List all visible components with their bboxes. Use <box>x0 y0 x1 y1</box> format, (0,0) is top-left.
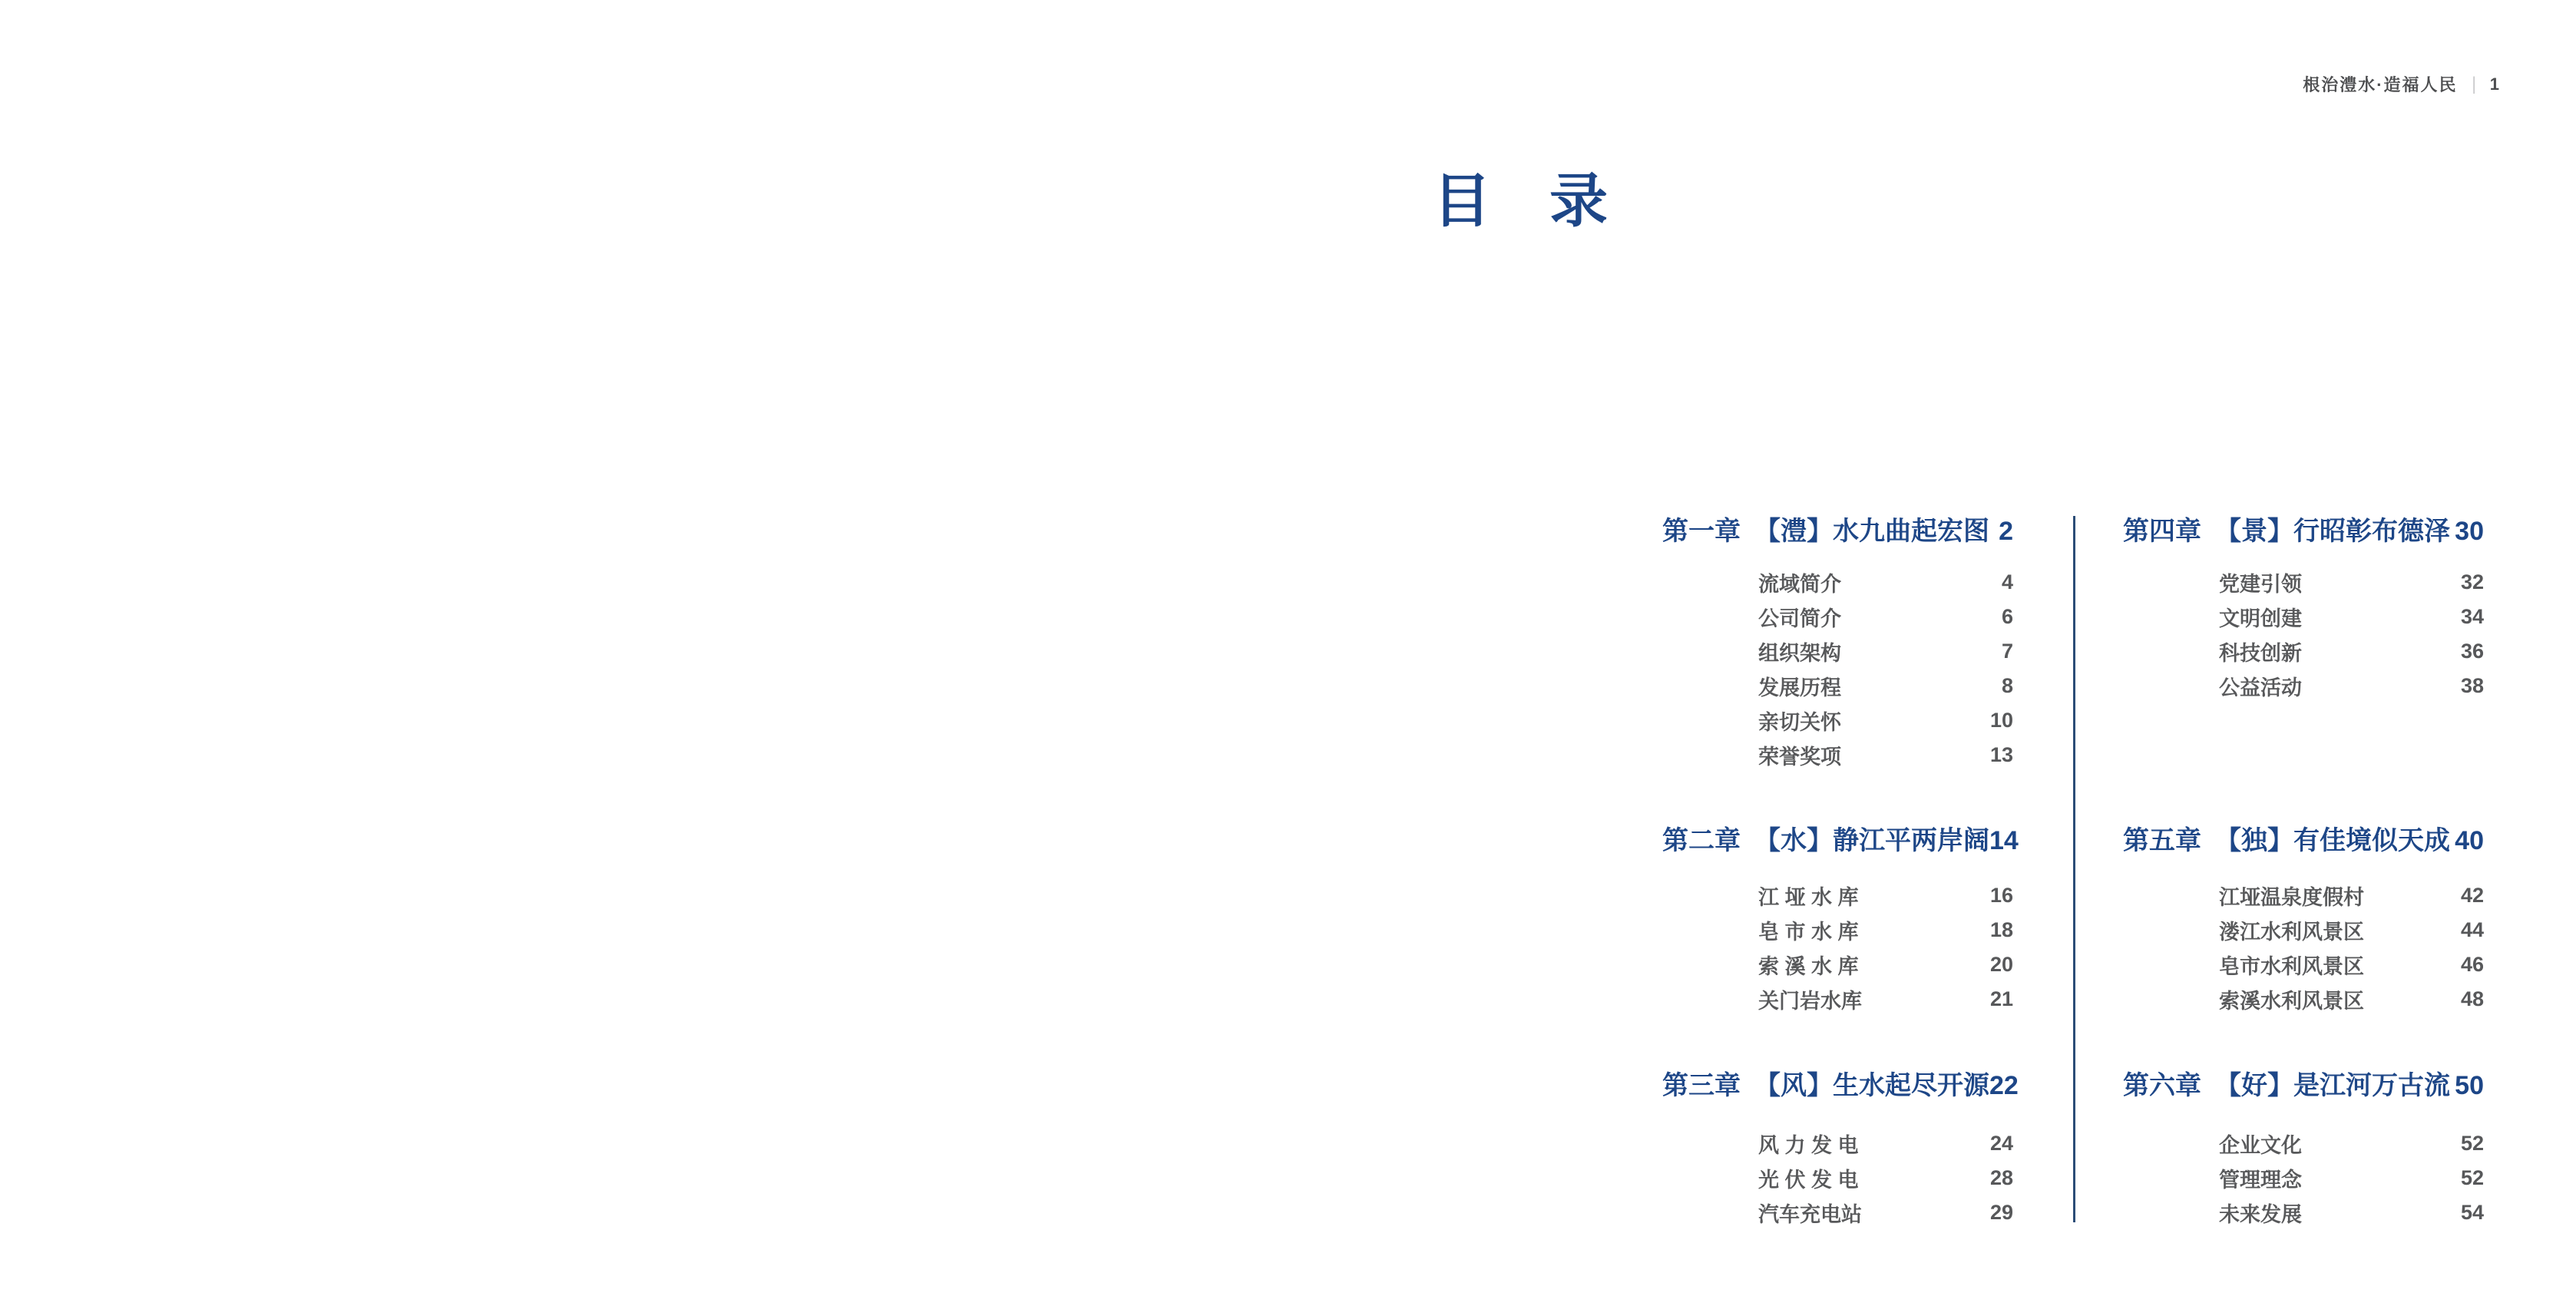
page-title: 目 录 <box>1433 169 1608 234</box>
toc-chapter <box>1662 1070 2019 1230</box>
chapter-label: 第一章 <box>1662 517 1741 546</box>
toc-item-label: 索 溪 水 库 <box>1758 955 1859 978</box>
toc-item-page-number: 42 <box>2460 884 2484 907</box>
toc-item-page-number: 52 <box>2460 1166 2484 1189</box>
toc-item-label: 江垭温泉度假村 <box>2219 886 2364 909</box>
chapter-label: 第二章 <box>1662 826 1741 855</box>
chapter-title: 【好】是江河万古流 <box>2215 1071 2450 1100</box>
toc-item-label: 皂市水利风景区 <box>2219 955 2364 978</box>
chapter-page-number: 22 <box>1989 1071 2019 1100</box>
toc-chapter <box>2123 516 2484 703</box>
toc-chapter <box>2123 825 2484 1017</box>
toc-item[interactable] <box>1662 738 2013 772</box>
toc-item[interactable] <box>2123 565 2484 600</box>
toc-item[interactable] <box>2123 913 2484 947</box>
toc-item-page-number: 16 <box>1989 884 2013 907</box>
toc-chapter <box>1662 825 2019 1017</box>
chapter-title: 【风】生水起尽开源 <box>1754 1071 1989 1100</box>
toc-item-page-number: 20 <box>1989 953 2013 976</box>
toc-item-page-number: 7 <box>2001 640 2013 663</box>
chapter-page-number: 14 <box>1989 826 2019 855</box>
chapter-page-number: 2 <box>1999 517 2013 546</box>
toc-item-page-number: 4 <box>2001 570 2013 593</box>
header-separator: | <box>2472 73 2475 94</box>
toc-item-label: 流域简介 <box>1758 573 1841 596</box>
toc-item[interactable] <box>1662 565 2013 600</box>
chapter-label: 第五章 <box>2123 826 2201 855</box>
toc-chapter-heading[interactable] <box>2123 825 2484 856</box>
chapter-page-number: 40 <box>2455 826 2484 855</box>
chapter-title: 【景】行昭彰布德泽 <box>2215 517 2450 546</box>
toc-item[interactable] <box>1662 1161 2013 1195</box>
toc-item-label: 党建引领 <box>2219 573 2302 596</box>
toc-item-label: 管理理念 <box>2219 1169 2302 1192</box>
toc-item-list <box>2123 878 2484 1017</box>
toc-item-page-number: 28 <box>1989 1166 2013 1189</box>
toc-item-list <box>1662 1126 2013 1230</box>
toc-item-label: 公益活动 <box>2219 676 2302 699</box>
toc-item-label: 科技创新 <box>2219 642 2302 665</box>
toc-item-page-number: 18 <box>1989 918 2013 941</box>
toc-item[interactable] <box>2123 982 2484 1017</box>
toc-item[interactable] <box>2123 1161 2484 1195</box>
toc-item-page-number: 48 <box>2460 987 2484 1010</box>
chapter-page-number: 30 <box>2455 517 2484 546</box>
toc-chapter-heading[interactable] <box>1662 516 2013 547</box>
toc-item[interactable] <box>1662 913 2013 947</box>
toc-chapter-heading[interactable] <box>1662 1070 2019 1101</box>
toc-item[interactable] <box>2123 1126 2484 1161</box>
toc-item-page-number: 24 <box>1989 1132 2013 1155</box>
toc-item-page-number: 44 <box>2460 918 2484 941</box>
chapter-label: 第六章 <box>2123 1071 2201 1100</box>
toc-chapter <box>1662 516 2013 772</box>
toc-item-list <box>2123 1126 2484 1230</box>
header-slogan: 根治澧水·造福人民 <box>2303 75 2458 94</box>
toc-column-left <box>1662 516 2019 1253</box>
toc-item-list <box>2123 565 2484 703</box>
toc-item-page-number: 36 <box>2460 640 2484 663</box>
toc-item-page-number: 6 <box>2001 605 2013 628</box>
toc-item[interactable] <box>1662 1126 2013 1161</box>
header-page-number: 1 <box>2489 74 2501 94</box>
toc-item[interactable] <box>2123 669 2484 703</box>
toc-chapter-heading[interactable] <box>1662 825 2019 856</box>
toc-item-page-number: 13 <box>1989 743 2013 766</box>
toc-item-label: 汽车充电站 <box>1758 1203 1862 1226</box>
toc-item-label: 发展历程 <box>1758 676 1841 699</box>
page-header <box>2303 72 2501 96</box>
chapter-title: 【水】静江平两岸阔 <box>1754 826 1989 855</box>
chapter-title: 【独】有佳境似天成 <box>2215 826 2450 855</box>
toc-item-label: 关门岩水库 <box>1758 990 1862 1013</box>
chapter-title: 【澧】水九曲起宏图 <box>1754 517 1989 546</box>
toc-item[interactable] <box>1662 982 2013 1017</box>
toc-item-label: 皂 市 水 库 <box>1758 921 1859 944</box>
toc-item[interactable] <box>1662 600 2013 634</box>
toc-item-page-number: 32 <box>2460 570 2484 593</box>
toc-chapter <box>2123 1070 2484 1230</box>
toc-item[interactable] <box>2123 878 2484 913</box>
toc-item[interactable] <box>2123 1195 2484 1230</box>
toc-item[interactable] <box>1662 1195 2013 1230</box>
chapter-label: 第四章 <box>2123 517 2201 546</box>
column-divider <box>2073 516 2075 1222</box>
toc-item-label: 文明创建 <box>2219 607 2302 630</box>
toc-item-label: 光 伏 发 电 <box>1758 1169 1859 1192</box>
toc-item[interactable] <box>2123 600 2484 634</box>
chapter-label: 第三章 <box>1662 1071 1741 1100</box>
toc-chapter-heading[interactable] <box>2123 516 2484 547</box>
toc-item-label: 索溪水利风景区 <box>2219 990 2364 1013</box>
toc-item-page-number: 54 <box>2460 1201 2484 1224</box>
toc-item-label: 风 力 发 电 <box>1758 1134 1859 1157</box>
toc-chapter-heading[interactable] <box>2123 1070 2484 1101</box>
toc-item[interactable] <box>1662 878 2013 913</box>
toc-item-label: 企业文化 <box>2219 1134 2302 1157</box>
toc-item-label: 亲切关怀 <box>1758 711 1841 734</box>
toc-item-label: 溇江水利风景区 <box>2219 921 2364 944</box>
toc-item[interactable] <box>2123 634 2484 669</box>
toc-item[interactable] <box>1662 947 2013 982</box>
toc-item-page-number: 46 <box>2460 953 2484 976</box>
toc-item[interactable] <box>1662 703 2013 738</box>
toc-item-list <box>1662 878 2013 1017</box>
toc-item[interactable] <box>2123 947 2484 982</box>
toc-item-page-number: 10 <box>1989 709 2013 732</box>
toc-item-list <box>1662 565 2013 772</box>
toc-item-page-number: 29 <box>1989 1201 2013 1224</box>
toc-item[interactable] <box>1662 634 2013 669</box>
toc-item-label: 江 垭 水 库 <box>1758 886 1859 909</box>
toc-item-label: 组织架构 <box>1758 642 1841 665</box>
toc-item-page-number: 52 <box>2460 1132 2484 1155</box>
toc-item[interactable] <box>1662 669 2013 703</box>
toc-item-page-number: 8 <box>2001 674 2013 697</box>
chapter-page-number: 50 <box>2455 1071 2484 1100</box>
toc-item-page-number: 21 <box>1989 987 2013 1010</box>
toc-item-page-number: 34 <box>2460 605 2484 628</box>
toc-item-label: 未来发展 <box>2219 1203 2302 1226</box>
toc-item-label: 公司简介 <box>1758 607 1841 630</box>
toc-item-page-number: 38 <box>2460 674 2484 697</box>
toc-column-right <box>2123 516 2484 1253</box>
toc-item-label: 荣誉奖项 <box>1758 746 1841 769</box>
